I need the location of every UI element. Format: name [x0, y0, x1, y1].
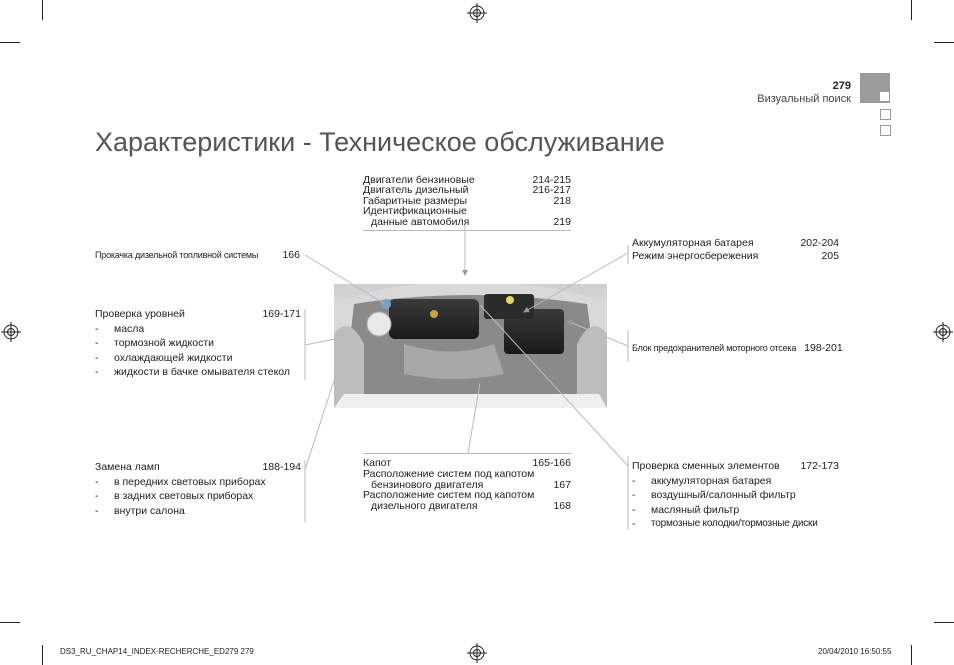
list-item: бензинового двигателя 167 [371, 478, 571, 491]
list-item: - внутри салона [95, 504, 185, 517]
list-item: данные автомобиля 219 [371, 215, 571, 228]
lamps-block: Замена ламп 188-194 - в передних световых приборах - в задних световых приборах - внутри салона [95, 461, 301, 517]
list-item: Двигатели бензиновые 214-215 [363, 174, 571, 186]
list-item: Габаритные размеры 218 [363, 194, 571, 207]
list-item: - аккумуляторная батарея [632, 474, 772, 487]
list-item: - масляный фильтр [632, 503, 740, 516]
page-number: 279 [832, 80, 851, 92]
list-item: - тормозные колодки/тормозные диски [632, 518, 818, 530]
page-title: Характеристики - Техническое обслуживание [95, 127, 665, 157]
list-item: - масла [95, 322, 145, 335]
section-label: Визуальный поиск [757, 93, 851, 105]
list-item: дизельного двигателя 168 [371, 500, 571, 513]
list-item: Идентификационные [363, 205, 467, 218]
list-item: - тормозной жидкости [95, 337, 215, 349]
footer-file-info: DS3_RU_CHAP14_INDEX-RECHERCHE_ED279 279 [60, 647, 254, 656]
fuse-box-block: Блок предохранителей моторного отсека 198-201 [632, 342, 843, 354]
list-item: - охлаждающей жидкости [95, 351, 233, 364]
list-item: - в задних световых приборах [95, 490, 254, 502]
list-item: Капот 165-166 [363, 457, 571, 469]
fluid-levels-block: Проверка уровней 169-171 - масла - тормозной жидкости - охлаждающей жидкости - жидкости в бачке омывателя стекол [95, 308, 301, 378]
list-item: Расположение систем под капотом [363, 467, 535, 480]
list-item: - в передних световых приборах [95, 475, 266, 488]
list-item: - воздушный/салонный фильтр [632, 489, 796, 501]
list-item: - жидкости в бачке омывателя стекол [95, 366, 291, 378]
list-item: Расположение систем под капотом [363, 489, 535, 502]
list-item: Аккумуляторная батарея 202-204 [632, 237, 839, 249]
fuel-pump-block: Прокачка дизельной топливной системы 166 [95, 249, 300, 261]
footer-timestamp: 20/04/2010 16:50:55 [818, 647, 892, 656]
list-item: Двигатель дизельный 216-217 [363, 184, 571, 197]
list-item: Режим энергосбережения 205 [632, 250, 839, 262]
replaceable-parts-block: Проверка сменных элементов 172-173 - аккумуляторная батарея - воздушный/салонный фильтр - масляный фильтр - тормозные колодки/тормозные диски [632, 460, 839, 530]
